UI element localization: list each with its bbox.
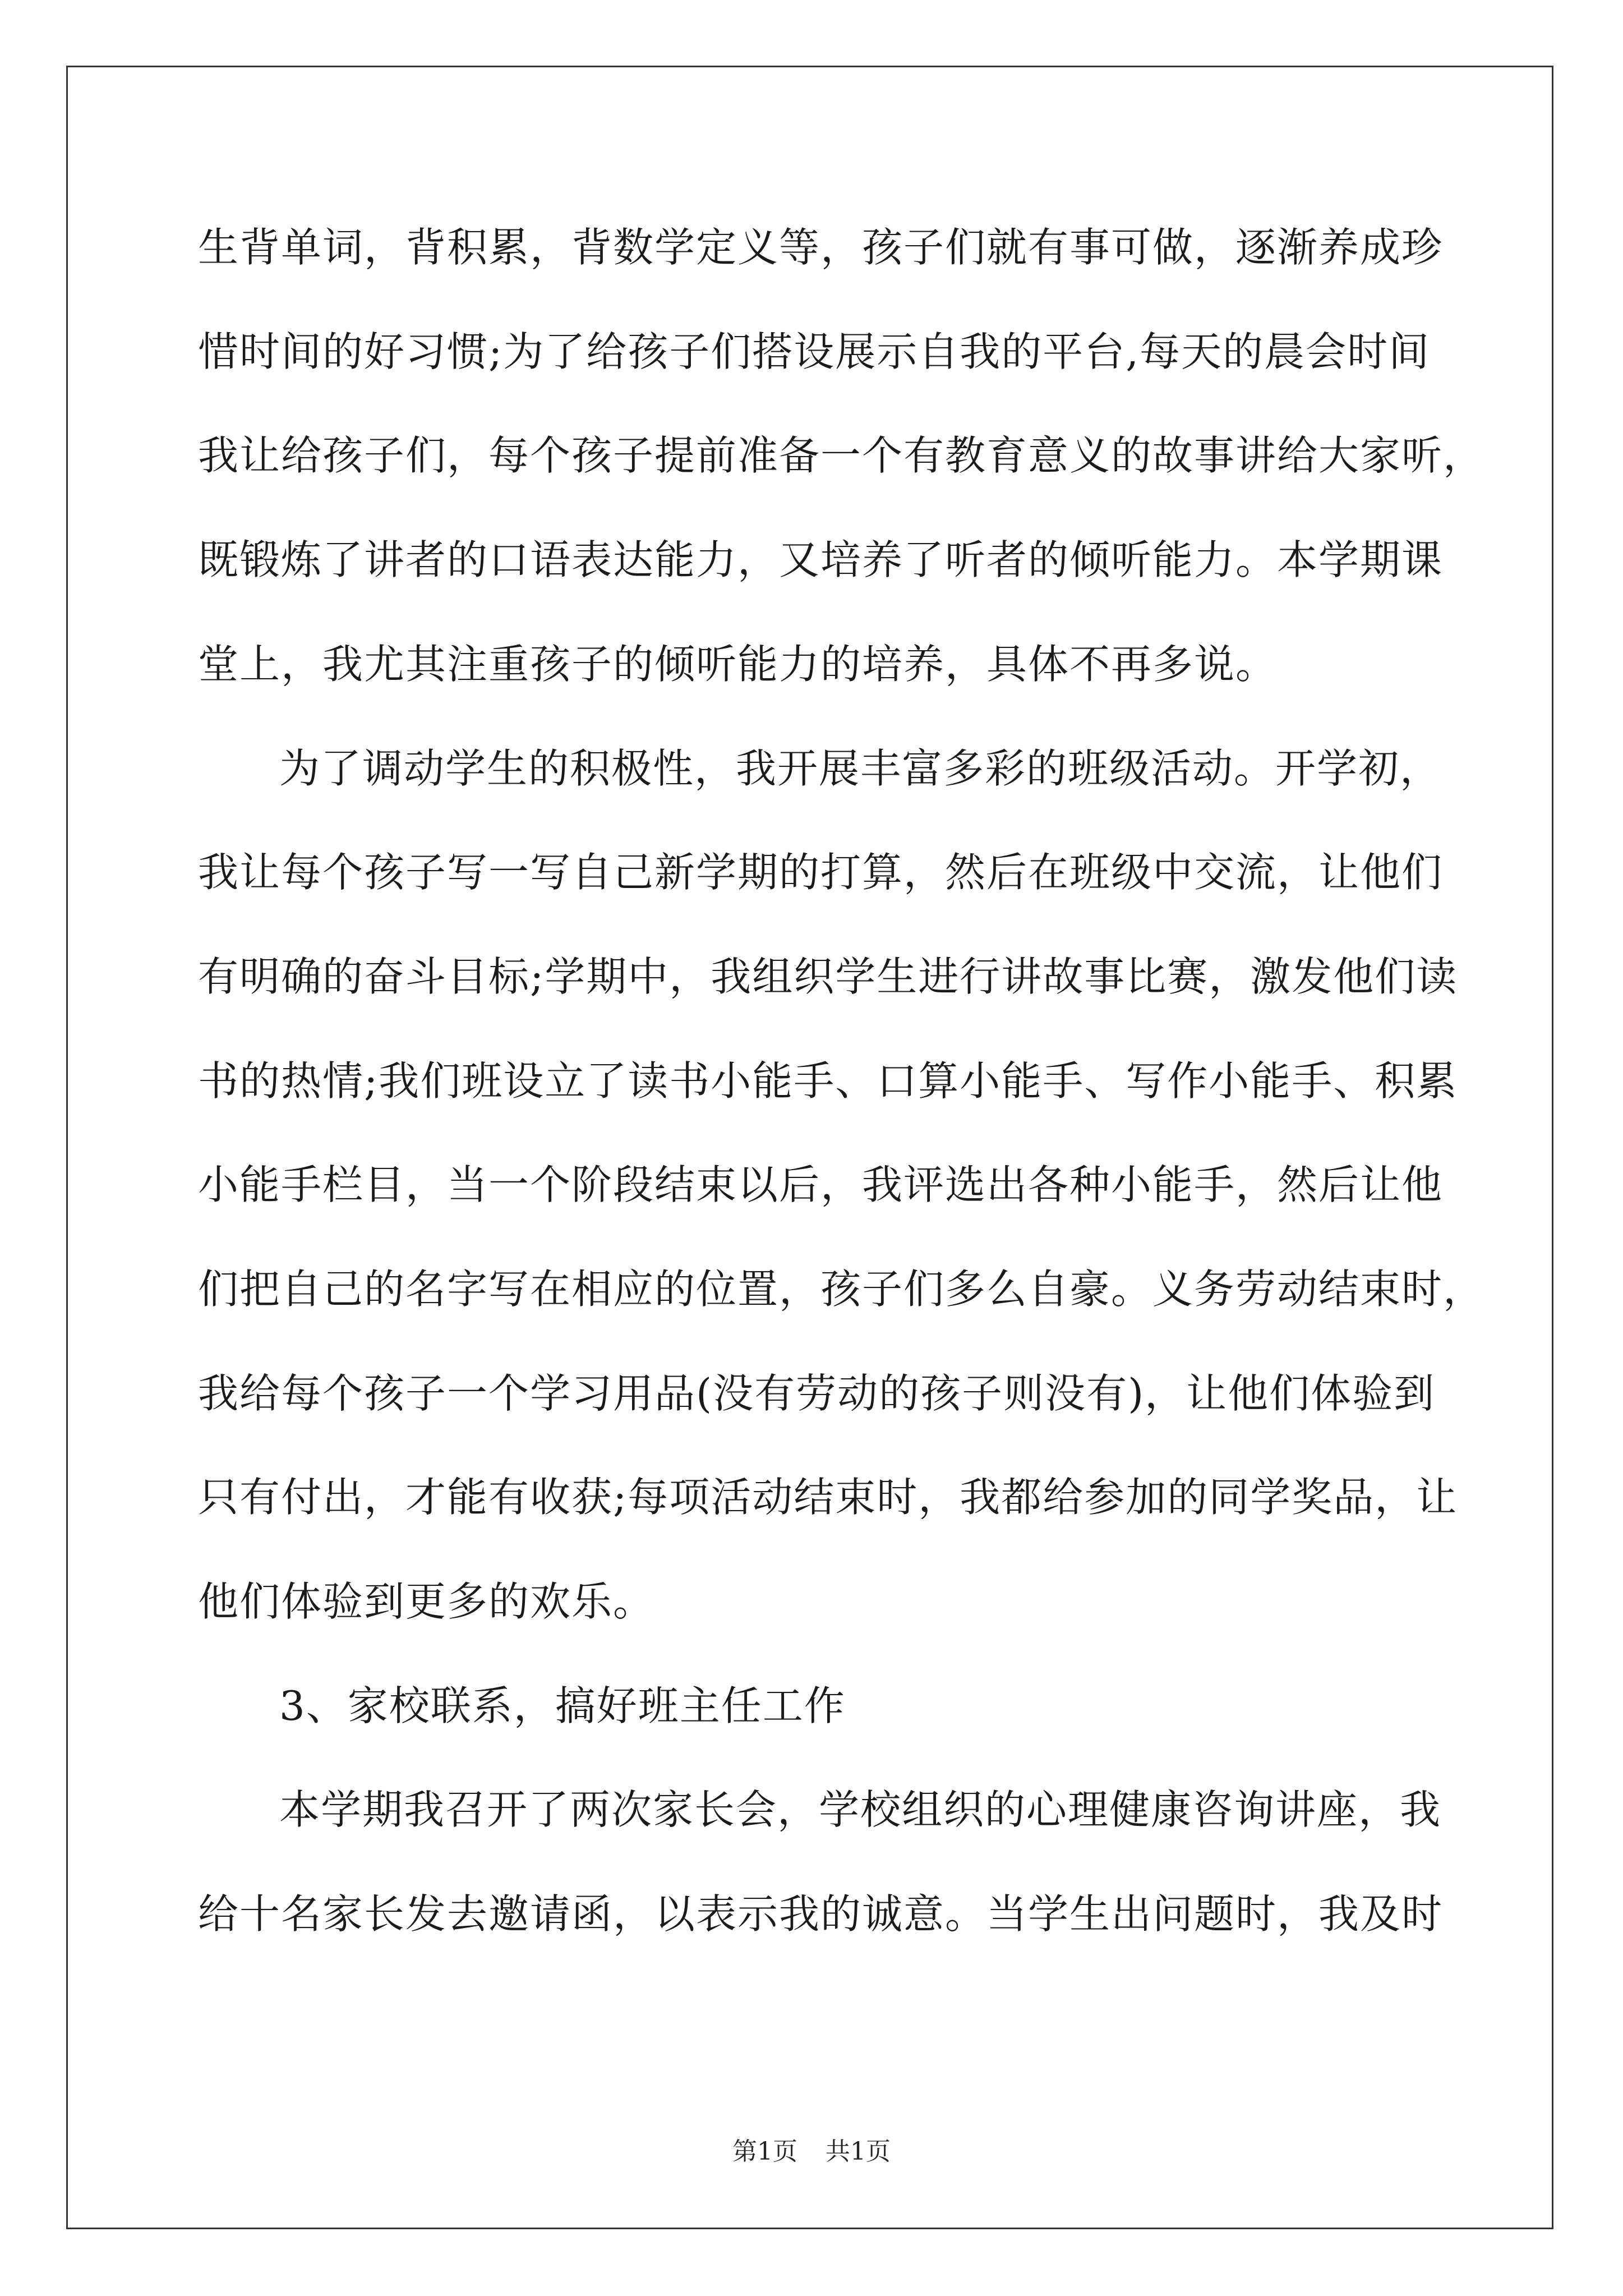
text-line: 小能手栏目，当一个阶段结束以后，我评选出各种小能手，然后让他 xyxy=(198,1161,1444,1208)
text-line: 书的热情;我们班设立了读书小能手、口算小能手、写作小能手、积累 xyxy=(198,1057,1458,1105)
text-line: 给十名家长发去邀请函，以表示我的诚意。当学生出问题时，我及时 xyxy=(198,1890,1444,1938)
page-total: 共1页 xyxy=(826,2137,891,2166)
section-heading: 3、家校联系，搞好班主任工作 xyxy=(279,1682,846,1729)
text-line: 既锻炼了讲者的口语表达能力，又培养了听者的倾听能力。本学期课 xyxy=(198,536,1444,583)
text-line: 他们体验到更多的欢乐。 xyxy=(198,1578,655,1625)
page-footer xyxy=(0,2135,1623,2169)
text-line: 惜时间的好习惯;为了给孩子们搭设展示自我的平台,每天的晨会时间 xyxy=(198,328,1431,375)
paragraph-first-line: 为了调动学生的积极性，我开展丰富多彩的班级活动。开学初， xyxy=(279,745,1442,792)
page-number: 第1页 xyxy=(732,2137,797,2166)
paragraph-first-line: 本学期我召开了两次家长会，学校组织的心理健康咨询讲座，我 xyxy=(279,1786,1442,1833)
text-line: 们把自己的名字写在相应的位置，孩子们多么自豪。义务劳动结束时， xyxy=(198,1266,1485,1313)
text-line: 只有付出，才能有收获;每项活动结束时，我都给参加的同学奖品，让 xyxy=(198,1474,1458,1521)
text-line: 生背单词，背积累，背数学定义等，孩子们就有事可做，逐渐养成珍 xyxy=(198,224,1444,271)
text-line: 我让给孩子们，每个孩子提前准备一个有教育意义的故事讲给大家听， xyxy=(198,432,1485,479)
text-line: 我让每个孩子写一写自己新学期的打算，然后在班级中交流，让他们 xyxy=(198,849,1444,896)
text-line: 有明确的奋斗目标;学期中，我组织学生进行讲故事比赛，激发他们读 xyxy=(198,953,1458,1000)
text-line: 堂上，我尤其注重孩子的倾听能力的培养，具体不再多说。 xyxy=(198,641,1278,688)
text-line: 我给每个孩子一个学习用品(没有劳动的孩子则没有)，让他们体验到 xyxy=(198,1370,1436,1417)
